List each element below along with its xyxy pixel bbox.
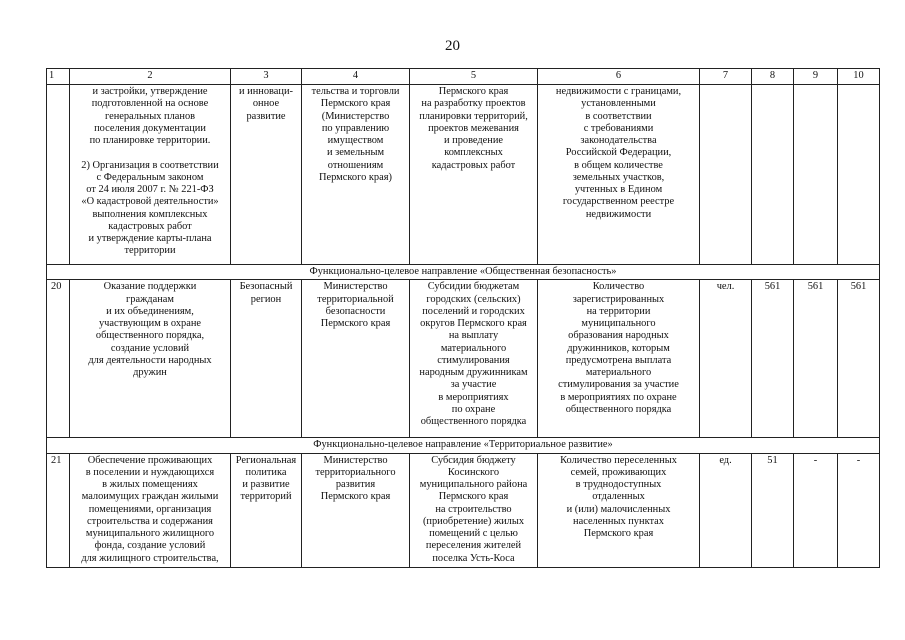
row-task-cell: и застройки, утверждение подготовленной на основе генеральных планов поселения документации по планировке территории. 2) Организация в соответствии с Федеральным законом от 24 июля 2007 г. № 221-ФЗ «О кадастровой деятельности» выполнения комплексных кадастровых работ и утверждение карты-плана территории: [70, 85, 231, 265]
row-number: 21: [47, 453, 70, 567]
column-header-10: 10: [838, 69, 880, 85]
row-unit-cell: чел.: [700, 280, 752, 438]
row-task-cell: Оказание поддержки гражданам и их объединениям, участвующим в охране общественного порядка, создание условий для деятельности народных дружин: [70, 280, 231, 438]
program-table: [46, 68, 880, 568]
row-number: 20: [47, 280, 70, 438]
row-indicator-cell: недвижимости с границами, установленными в соответствии с требованиями законодательства Российской Федерации, в общем количестве земельных участков, учтенных в Едином государственном реестре недвижимости: [538, 85, 700, 265]
column-header-5: 5: [410, 69, 538, 85]
row-value-cell: -: [794, 453, 838, 567]
row-unit-cell: [700, 85, 752, 265]
row-value-cell: 561: [838, 280, 880, 438]
row-program-cell: Безопасный регион: [231, 280, 302, 438]
row-value-cell: 561: [794, 280, 838, 438]
column-header-8: 8: [752, 69, 794, 85]
row-value-cell: [752, 85, 794, 265]
row-subsidy-cell: Субсидия бюджету Косинского муниципального района Пермского края на строительство (приобретение) жилых помещений с целью переселения жителей поселка Усть-Коса: [410, 453, 538, 567]
table-row: [47, 85, 880, 265]
row-ministry-cell: Министерство территориальной безопасности Пермского края: [302, 280, 410, 438]
row-program-cell: Региональная политика и развитие территорий: [231, 453, 302, 567]
column-header-9: 9: [794, 69, 838, 85]
row-number: [47, 85, 70, 265]
column-header-3: 3: [231, 69, 302, 85]
table-row: [47, 280, 880, 438]
page-number: 20: [445, 38, 460, 54]
column-number-header: [47, 69, 880, 85]
row-program-cell: и инноваци- онное развитие: [231, 85, 302, 265]
column-header-6: 6: [538, 69, 700, 85]
row-subsidy-cell: Пермского края на разработку проектов планировки территорий, проектов межевания и проведение комплексных кадастровых работ: [410, 85, 538, 265]
column-header-7: 7: [700, 69, 752, 85]
row-value-cell: [794, 85, 838, 265]
row-indicator-cell: Количество зарегистрированных на территории муниципального образования народных дружинников, которым предусмотрена выплата материального стимулирования за участие в мероприятиях по охране общественного порядка: [538, 280, 700, 438]
section-heading: Функционально-целевое направление «Территориальное развитие»: [47, 438, 880, 453]
row-value-cell: 561: [752, 280, 794, 438]
row-indicator-cell: Количество переселенных семей, проживающих в труднодоступных отдаленных и (или) малочисленных населенных пунктах Пермского края: [538, 453, 700, 567]
row-value-cell: [838, 85, 880, 265]
row-unit-cell: ед.: [700, 453, 752, 567]
row-ministry-cell: Министерство территориального развития Пермского края: [302, 453, 410, 567]
row-subsidy-cell: Субсидии бюджетам городских (сельских) поселений и городских округов Пермского края на выплату материального стимулирования народным дружинникам за участие в мероприятиях по охране общественного порядка: [410, 280, 538, 438]
column-header-1: 1: [47, 69, 70, 85]
section-row: [47, 438, 880, 453]
row-ministry-cell: тельства и торговли Пермского края (Министерство по управлению имуществом и земельным отношениям Пермского края): [302, 85, 410, 265]
section-heading: Функционально-целевое направление «Общественная безопасность»: [47, 265, 880, 280]
section-row: [47, 265, 880, 280]
column-header-2: 2: [70, 69, 231, 85]
column-header-4: 4: [302, 69, 410, 85]
row-value-cell: -: [838, 453, 880, 567]
table-row: [47, 453, 880, 567]
row-value-cell: 51: [752, 453, 794, 567]
row-task-cell: Обеспечение проживающих в поселении и нуждающихся в жилых помещениях малоимущих граждан жилыми помещениями, организация строительства и содержания муниципального жилищного фонда, создание условий для жилищного строительства,: [70, 453, 231, 567]
